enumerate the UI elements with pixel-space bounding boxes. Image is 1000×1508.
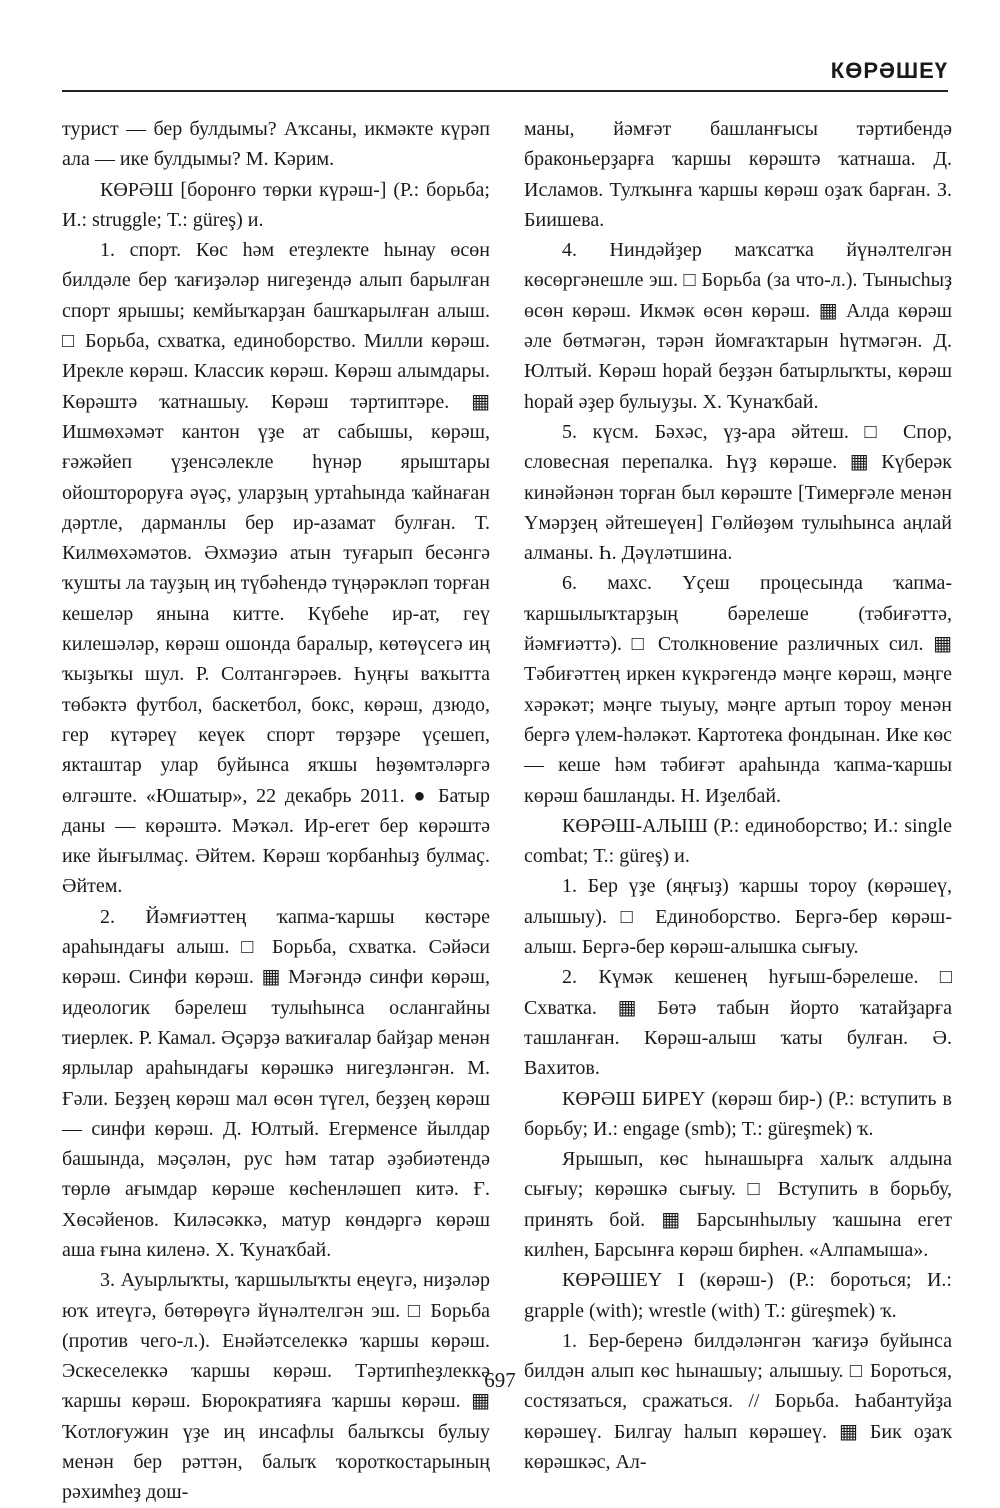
korash-alysh-sense-2: 2. Күмәк кешенең һуғыш-бәрелеше. □ Схватка. ▦ Бөтә табын йорто ҡатайҙарға ташланған. Көрәш-алыш ҡаты булған. Ә. Вахитов.: [524, 966, 952, 1080]
sense-1: 1. спорт. Көс һәм етеҙлекте һынау өсөн билдәле бер ҡағиҙәләр нигеҙендә алып барылған спорт ярышы; кемйыҡарҙан башҡарылған алыш. □ Борьба, схватка, единоборство. Милли көрәш. Ирекле көрәш. Классик көрәш. Көрәш алымдары. Көрәштә ҡатнашыу. Көрәш тәртиптәре. ▦ Ишмөхәмәт кантон үҙе ат сабышы, көрәш, ғәжәйеп үҙенсәлекле һүнәр ярыштары ойоштороруға әүәҫ, уларҙың уртаһында ҡайнаған дәртле, дарманлы бер ир-азамат булған. Т. Килмөхәмәтов. Әхмәҙиә атын туғарып бесәнгә ҡушты ла тауҙың иң түбәһендә түңәрәкләп торған кешеләр янына китте. Күбеһе ир-ат, геү килешәләр, көрәш ошонда баралыр, көтөүсегә иң ҡыҙыҡы шул. Р. Солтангәрәев. Һуңғы ваҡытта төбәктә футбол, баскетбол, бокс, көрәш, дзюдо, гер күтәреү кеүек спорт төрҙәре үҫешеп, якташтар улар буйынса яҡшы һөҙөмтәләргә өлгәште. «Юшатыр», 22 декабрь 2011. ● Батыр даны — көрәштә. Мәҡәл. Ир-егет бер көрәштә ике йығылмаҫ. Әйтем. Көрәш ҡорбанһыҙ булмаҫ. Әйтем.: [62, 239, 490, 898]
korash-bireu-definition: Ярышып, көс һынашырға халыҡ алдына сығыу; көрәшкә сығыу. □ Вступить в борьбу, принять бой. ▦ Барсынһылыу ҡашына егет килһен, Барсынға көрәш бирһен. «Алпамыша».: [524, 1148, 952, 1261]
sense-3: 3. Ауырлыҡты, ҡаршылыҡты еңеүгә, ниҙәләр юҡ итеүгә, бөтөрөүгә йүнәлтелгән эш. □ Борьба (против чего-л.). Енәйәтселеккә ҡаршы көрәш. Эскеселеккә ҡаршы көрәш. Тәртипһеҙлеккә ҡаршы көрәш. Бюрократияға ҡаршы көрәш. ▦ Ҡотлоғужин үҙе иң инсафлы балыҡсы булыу менән бер рәттән, балыҡ ҡороткостарының рәхимһеҙ дош-: [62, 1269, 490, 1504]
korasheu-sense-1: 1. Бер-беренә билдәләнгән ҡағиҙә буйынса билдән алып көс һынашыу; алышыу. □ Бороться, состязаться, сражаться. // Борьба. Һабантуйҙа көрәшеү. Билгау һалып көрәшеү. ▦ Бик оҙаҡ көрәшкәс, Ал-: [524, 1329, 952, 1474]
entry-korasheu: КӨРӘШЕҮ I (көрәш-) (Р.: бороться; И.: grapple (with); wrestle (with) Т.: güreşmek) ҡ.: [524, 1269, 952, 1322]
left-column: [62, 114, 490, 1508]
entry-korash-alysh: КӨРӘШ-АЛЫШ (Р.: единоборство; И.: single combat; Т.: güreş) и.: [524, 814, 952, 868]
right-para-1: маны, йәмғәт башланғысы тәртибендә браконьерҙарға ҡаршы көрәштә ҡатнаша. Д. Исламов. Тулҡынға ҡаршы көрәш оҙаҡ барған. З. Биишева.: [524, 118, 952, 231]
sense-5: 5. күсм. Бәхәс, үҙ-ара әйтеш. □ Спор, словесная перепалка. Һүҙ көрәше. ▦ Күберәк кинәйәнән торған был көрәште [Тимерғәле менән Үмәрҙең әйтешеүен] Гөлйөҙөм тулыһынса аңлай алманы. Һ. Дәүләтшина.: [524, 420, 952, 565]
sense-4: 4. Ниндәйҙер маҡсатҡа йүнәлтелгән көсөргәнешле эш. □ Борьба (за что-л.). Тынысһыҙ өсөн көрәш. Икмәк өсөн көрәш. ▦ Алда көрәш әле бөтмәгән, тәрән йомғаҡтарын һүтмәгән. Д. Юлтый. Көрәш һорай беҙҙән батырлыҡты, көрәш һорай әҙер булыуҙы. Х. Ҡунаҡбай.: [524, 239, 952, 413]
entry-korash: КӨРӘШ [боронғо төрки күрәш-] (Р.: борьба; И.: struggle; Т.: güreş) и.: [62, 178, 490, 231]
running-head: [62, 56, 948, 92]
entry-korash-bireu: КӨРӘШ БИРЕҮ (көрәш бир-) (Р.: вступить в борьбу; И.: engage (smb); Т.: güreşmek) ҡ.: [524, 1087, 952, 1140]
sense-2: 2. Йәмғиәттең ҡапма-ҡаршы көстәре араһындағы алыш. □ Борьба, схватка. Сәйәси көрәш. Синфи көрәш. ▦ Мәғәндә синфи көрәш, идеологик бәрелеш тулыһынса ослангайны тиерлек. Р. Камал. Әҫәрҙә ваҡиғалар байҙар менән ярлылар араһындағы көрәшкә нигеҙләнгән. М. Ғәли. Беҙҙең көрәш мал өсөн түгел, беҙҙең көрәш — синфи көрәш. Д. Юлтый. Егерменсе йылдар башында, мәҫәлән, рус һәм татар әҙәбиәтендә төрлө ағымдар көрәше көсһенләшеп китә. Ғ. Хөсәйенов. Киләсәккә, матур көндәргә көрәш аша ғына киленә. Х. Ҡунаҡбай.: [62, 905, 490, 1261]
right-column: [524, 114, 952, 1477]
sense-6: 6. махс. Үҫеш процесында ҡапма-ҡаршылыҡтарҙың бәрелеше (тәбиғәттә, йәмғиәттә). □ Столкновение различных сил. ▦ Тәбиғәттең иркен күкрәгендә мәңге көрәш, мәңге хәрәкәт; мәңге тыуыу, мәңге артып тороу менән бергә үлем-һәләкәт. Картотека фондынан. Ике көс — кеше һәм тәбиғәт араһында ҡапма-ҡаршы көрәш башланды. Н. Иҙелбай.: [524, 572, 952, 807]
running-head-text: КӨРӘШЕҮ: [830, 58, 948, 83]
korash-alysh-sense-1: 1. Бер үҙе (яңғыҙ) ҡаршы тороу (көрәшеү, алышыу). □ Единоборство. Бергә-бер көрәш-алыш. Бергә-бер көрәш-алышка сығыу.: [524, 875, 952, 959]
left-para-1: турист — бер булдымы? Аҡсаны, икмәкте күрәп ала — ике булдымы? М. Кәрим.: [62, 118, 490, 171]
page-number: 697: [484, 1368, 516, 1392]
